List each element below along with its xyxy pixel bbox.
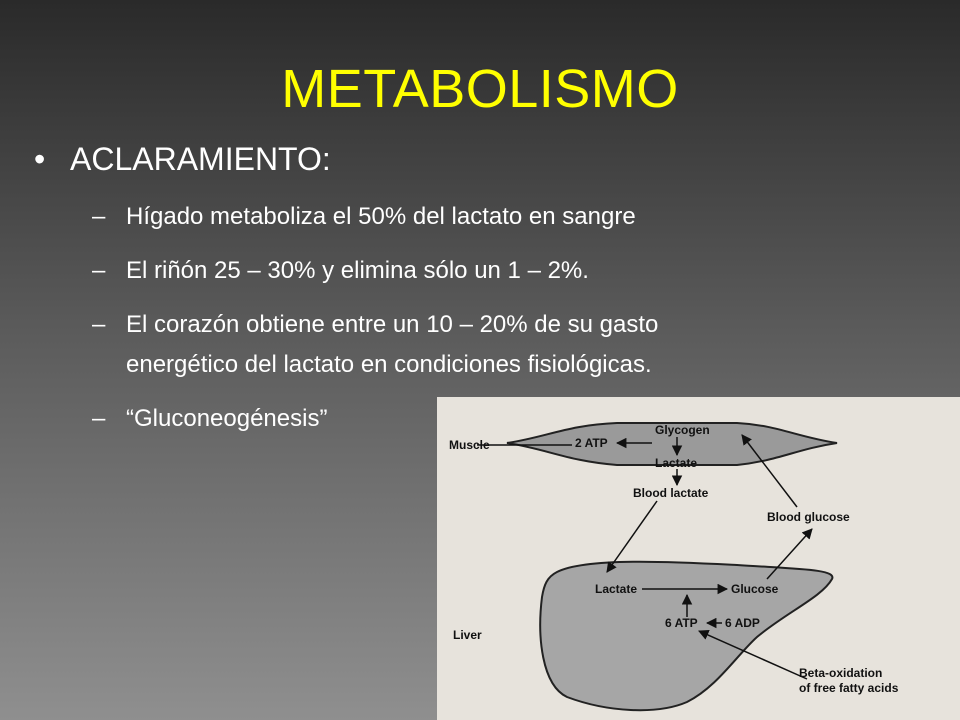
bullet-text: ACLARAMIENTO: [70,141,331,177]
label-glucose-liver: Glucose [731,582,779,596]
dash: – [92,203,106,230]
label-blood-glucose: Blood glucose [767,510,850,524]
sub-item-text: El riñón 25 – 30% y elimina sólo un 1 – 2%. [126,257,589,284]
label-blood-lactate: Blood lactate [633,486,709,500]
label-beta-oxidation: Beta-oxidation [799,666,883,680]
liver-shape [540,562,832,710]
dash: – [92,311,106,338]
sub-item-text: El corazón obtiene entre un 10 – 20% de su gasto [126,311,659,338]
dash: – [92,405,106,432]
cori-cycle-diagram [437,397,960,720]
label-glycogen: Glycogen [655,423,710,437]
label-lactate-liver: Lactate [595,582,638,596]
label-6-adp: 6 ADP [725,616,760,630]
bullet-dot: • [34,141,46,177]
label-lactate-muscle: Lactate [655,456,698,470]
label-6-atp: 6 ATP [665,616,698,630]
label-liver: Liver [453,628,482,642]
sub-item-text: Hígado metaboliza el 50% del lactato en sangre [126,203,636,230]
sub-item-text: “Gluconeogénesis” [126,405,328,432]
sub-item-text-continued: energético del lactato en condiciones fisiológicas. [126,351,652,378]
slide-title: METABOLISMO [281,59,679,119]
label-muscle: Muscle [449,438,490,452]
label-free-fatty-acids: of free fatty acids [799,681,899,695]
dash: – [92,257,106,284]
cori-cycle-svg [437,397,960,720]
label-2-atp: 2 ATP [575,436,608,450]
bullet-aclaramiento [34,141,331,178]
